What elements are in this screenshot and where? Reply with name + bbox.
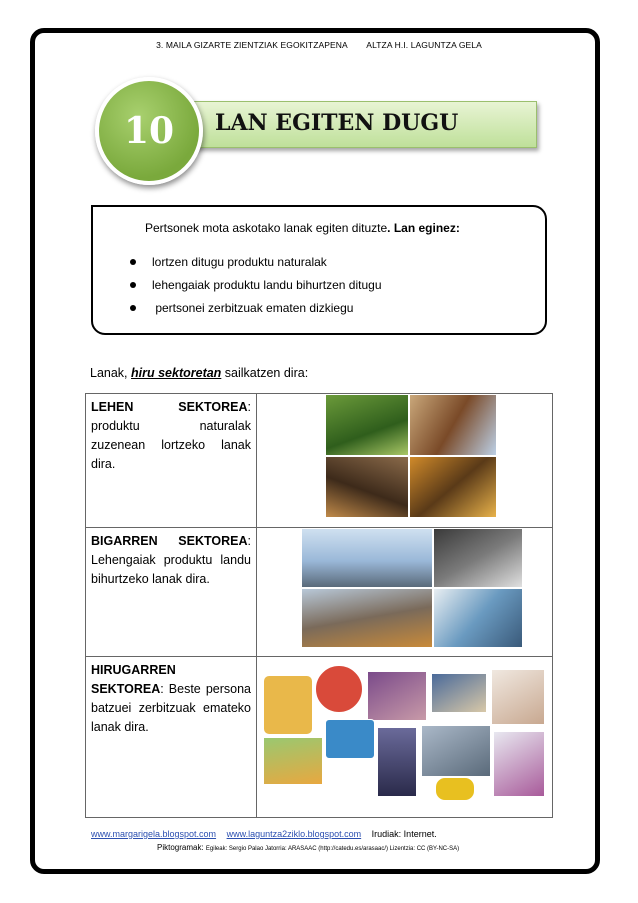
- intro-bullet-list: [130, 250, 382, 319]
- table-row: [86, 657, 553, 818]
- sectors-table: [85, 393, 553, 818]
- unit-title: LAN EGITEN DUGU: [215, 110, 459, 136]
- intro-sentence: [145, 221, 460, 235]
- footer-link-laguntza[interactable]: www.laguntza2ziklo.blogspot.com: [226, 829, 362, 839]
- page-header: [0, 40, 638, 50]
- bullet-icon: [130, 259, 136, 265]
- sector-description: LEHEN SEKTOREA: produktu naturalak zuzenean lortzeko lanak dira.: [86, 394, 257, 528]
- sector-name: LEHEN SEKTOREA: [91, 400, 248, 414]
- primary-sector-photo-collage: [257, 394, 553, 528]
- intro-sentence-bold: . Lan eginez:: [387, 221, 460, 235]
- unit-number-badge: [95, 77, 203, 185]
- list-item: lehengaiak produktu landu bihurtzen ditugu: [130, 273, 382, 296]
- footer-links: [91, 829, 437, 839]
- list-item: pertsonei zerbitzuak ematen dizkiegu: [130, 296, 382, 319]
- sector-description: BIGARREN SEKTOREA: Lehengaiak produktu landu bihurtzeko lanak dira.: [86, 528, 257, 657]
- footer-image-credit: Irudiak: Internet.: [371, 829, 437, 839]
- lead-emphasis: hiru sektoretan: [131, 366, 222, 380]
- sector-name: BIGARREN SEKTOREA: [91, 534, 248, 548]
- list-item: lortzen ditugu produktu naturalak: [130, 250, 382, 273]
- secondary-sector-photo-collage: [257, 528, 553, 657]
- header-school: ALTZA H.I. LAGUNTZA GELA: [366, 40, 482, 50]
- table-row: [86, 394, 553, 528]
- tertiary-sector-pictogram-collage: [257, 657, 553, 818]
- table-row: [86, 528, 553, 657]
- footer-pictogram-credit: Piktogramak: Egileak: Sergio Palao Jatorria: ARASAAC (http://catedu.es/arasaac/) Lizentzia: CC (BY-NC-SA): [157, 843, 460, 852]
- sectors-lead-sentence: Lanak, hiru sektoretan sailkatzen dira:: [90, 366, 309, 380]
- sector-description: HIRUGARREN SEKTOREA: Beste persona batzuei zerbitzuak emateko lanak dira.: [86, 657, 257, 818]
- header-course: 3. MAILA GIZARTE ZIENTZIAK EGOKITZAPENA: [156, 40, 348, 50]
- footer-link-margarigela[interactable]: www.margarigela.blogspot.com: [91, 829, 217, 839]
- bullet-icon: [130, 305, 136, 311]
- sector-name: HIRUGARREN SEKTOREA: [91, 663, 176, 696]
- intro-sentence-text: Pertsonek mota askotako lanak egiten dituzte: [145, 221, 388, 235]
- unit-number: 10: [123, 110, 175, 152]
- bullet-icon: [130, 282, 136, 288]
